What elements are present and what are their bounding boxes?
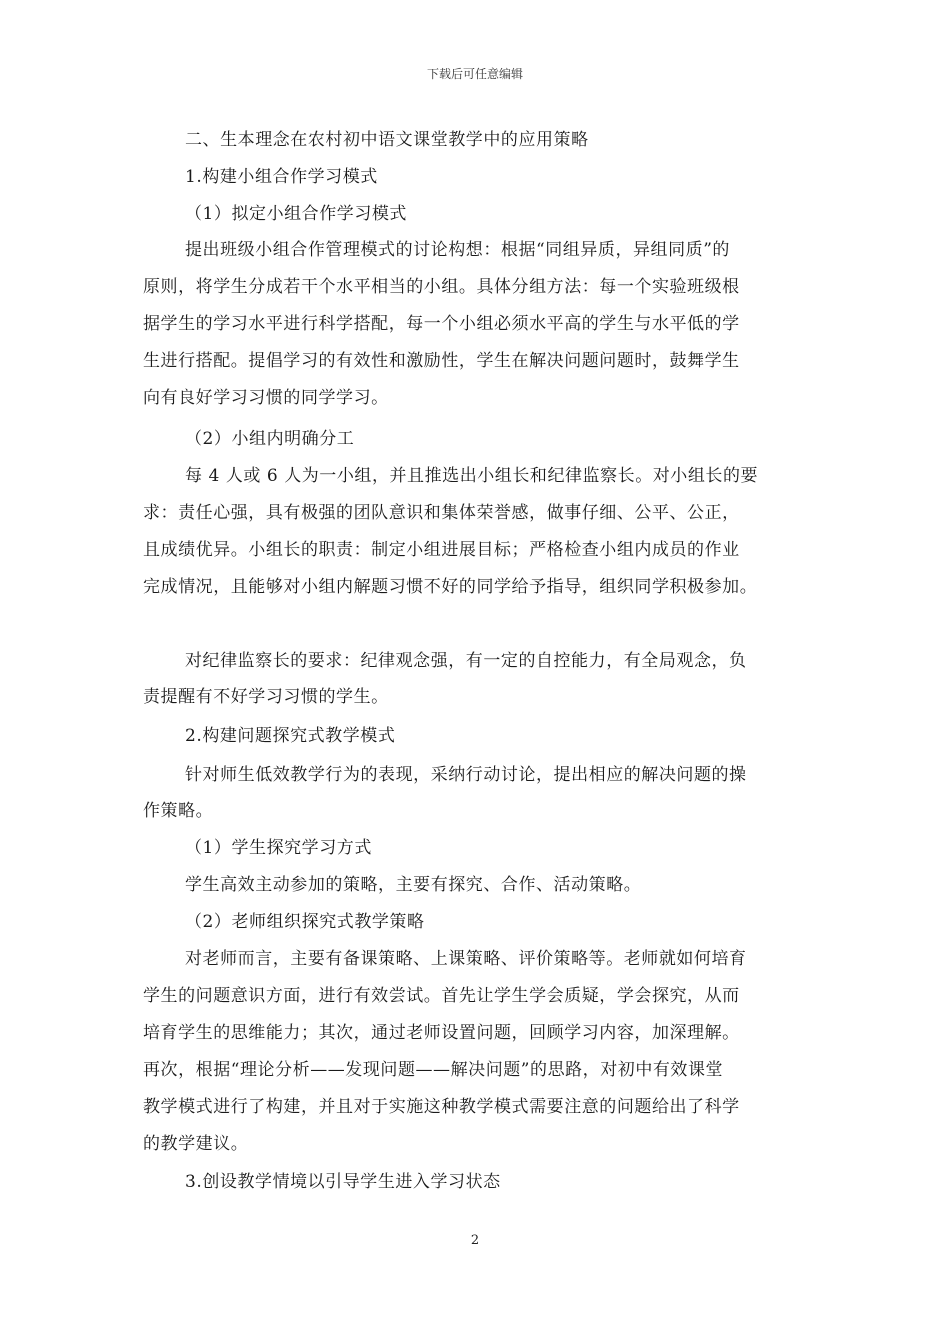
item-heading: （1）拟定小组合作学习模式 <box>185 204 407 224</box>
paragraph-line: 据学生的学习水平进行科学搭配，每一个小组必须水平高的学生与水平低的学 <box>143 314 740 334</box>
paragraph-line: 作策略。 <box>143 801 214 821</box>
paragraph-line: 每 4 人或 6 人为一小组，并且推选出小组长和纪律监察长。对小组长的要 <box>185 466 759 486</box>
paragraph-line: 求：责任心强，具有极强的团队意识和集体荣誉感，做事仔细、公平、公正， <box>143 503 740 523</box>
paragraph-line: 责提醒有不好学习习惯的学生。 <box>143 687 389 707</box>
paragraph-line: 且成绩优异。小组长的职责：制定小组进展目标；严格检查小组内成员的作业 <box>143 540 740 560</box>
paragraph-line: 学生的问题意识方面，进行有效尝试。首先让学生学会质疑，学会探究，从而 <box>143 986 740 1006</box>
page-number: 2 <box>470 1233 480 1248</box>
section-heading: 二、生本理念在农村初中语文课堂教学中的应用策略 <box>185 130 589 150</box>
subsection-heading: 3.创设教学情境以引导学生进入学习状态 <box>185 1172 501 1192</box>
paragraph-line: 向有良好学习习惯的同学学习。 <box>143 388 389 408</box>
item-heading: （2）小组内明确分工 <box>185 429 355 449</box>
item-heading: （1）学生探究学习方式 <box>185 838 372 858</box>
paragraph-line: 生进行搭配。提倡学习的有效性和激励性，学生在解决问题问题时，鼓舞学生 <box>143 351 740 371</box>
paragraph-line: 对纪律监察长的要求：纪律观念强，有一定的自控能力，有全局观念，负 <box>185 651 747 671</box>
paragraph-line: 培育学生的思维能力；其次，通过老师设置问题，回顾学习内容，加深理解。 <box>143 1023 740 1043</box>
subsection-heading: 1.构建小组合作学习模式 <box>185 167 378 187</box>
page-header: 下载后可任意编辑 <box>426 67 523 81</box>
paragraph-line: 完成情况，且能够对小组内解题习惯不好的同学给予指导，组织同学积极参加。 <box>143 577 758 597</box>
paragraph-line: 针对师生低效教学行为的表现，采纳行动讨论，提出相应的解决问题的操 <box>185 765 747 785</box>
paragraph-line: 对老师而言，主要有备课策略、上课策略、评价策略等。老师就如何培育 <box>185 949 747 969</box>
paragraph-line: 学生高效主动参加的策略，主要有探究、合作、活动策略。 <box>185 875 642 895</box>
item-heading: （2）老师组织探究式教学策略 <box>185 912 425 932</box>
paragraph-line: 再次，根据“理论分析——发现问题——解决问题”的思路，对初中有效课堂 <box>143 1060 724 1080</box>
paragraph-line: 的教学建议。 <box>143 1134 249 1154</box>
paragraph-line: 教学模式进行了构建，并且对于实施这种教学模式需要注意的问题给出了科学 <box>143 1097 740 1117</box>
paragraph-line: 原则，将学生分成若干个水平相当的小组。具体分组方法：每一个实验班级根 <box>143 277 740 297</box>
paragraph-line: 提出班级小组合作管理模式的讨论构想：根据“同组异质，异组同质”的 <box>185 240 730 260</box>
subsection-heading: 2.构建问题探究式教学模式 <box>185 726 396 746</box>
